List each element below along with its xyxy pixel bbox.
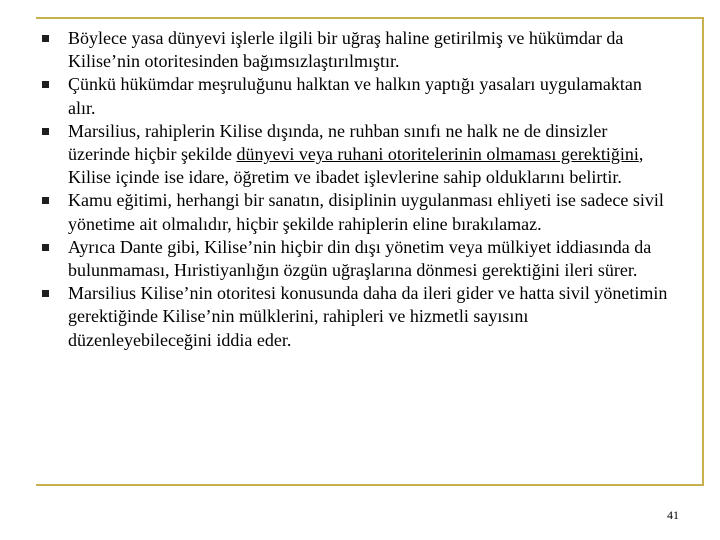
square-bullet-icon bbox=[42, 197, 49, 204]
bullet-list bbox=[42, 27, 672, 352]
bullet-text: Kamu eğitimi, herhangi bir sanatın, disiplinin uygulanması ehliyeti ise sadece sivil yönetime ait olmalıdır, hiçbir şekilde rahiplerin eline bırakılamaz. bbox=[68, 190, 664, 234]
bullet-item bbox=[42, 120, 672, 190]
square-bullet-icon bbox=[42, 128, 49, 135]
bullet-text: Böylece yasa dünyevi işlerle ilgili bir uğraş haline getirilmiş ve hükümdar da Kilise’nin otoritesinden bağımsızlaştırılmıştır. bbox=[68, 28, 624, 72]
square-bullet-icon bbox=[42, 35, 49, 42]
bullet-item bbox=[42, 189, 672, 235]
bullet-text: Çünkü hükümdar meşruluğunu halktan ve halkın yaptığı yasaları uygulamaktan alır. bbox=[68, 74, 642, 118]
underlined-phrase: dünyevi veya ruhani otoritelerinin olmaması gerektiğini bbox=[236, 144, 639, 165]
frame-bottom-border bbox=[36, 484, 704, 486]
square-bullet-icon bbox=[42, 290, 49, 297]
page-number: 41 bbox=[667, 508, 679, 522]
frame-top-border bbox=[36, 17, 704, 19]
bullet-item bbox=[42, 236, 672, 282]
frame-right-border bbox=[702, 17, 704, 485]
bullet-item bbox=[42, 73, 672, 119]
bullet-text: Marsilius Kilise’nin otoritesi konusunda daha da ileri gider ve hatta sivil yönetimin gerektiğinde Kilise’nin mülklerini, rahipleri ve hizmetli sayısını düzenleyebileceğini iddia eder. bbox=[68, 283, 668, 350]
bullet-text-before: Marsilius, rahiplerin Kilise dışında, ne ruhban sınıfı ne halk ne de dinsizler üzerinde hiçbir şekilde bbox=[68, 120, 608, 165]
square-bullet-icon bbox=[42, 81, 49, 88]
bullet-item bbox=[42, 282, 672, 352]
bullet-text: Ayrıca Dante gibi, Kilise’nin hiçbir din dışı yönetim veya mülkiyet iddiasında da bulunmaması, Hıristiyanlığın özgün uğraşlarına dönmesi gerektiğini ileri sürer. bbox=[68, 236, 652, 281]
bullet-text bbox=[68, 121, 643, 187]
bullet-item bbox=[42, 27, 672, 73]
bullet-text-after: , Kilise içinde ise idare, öğretim ve ibadet işlevlerine sahip olduklarını belirtir. bbox=[68, 144, 644, 188]
square-bullet-icon bbox=[42, 244, 49, 251]
